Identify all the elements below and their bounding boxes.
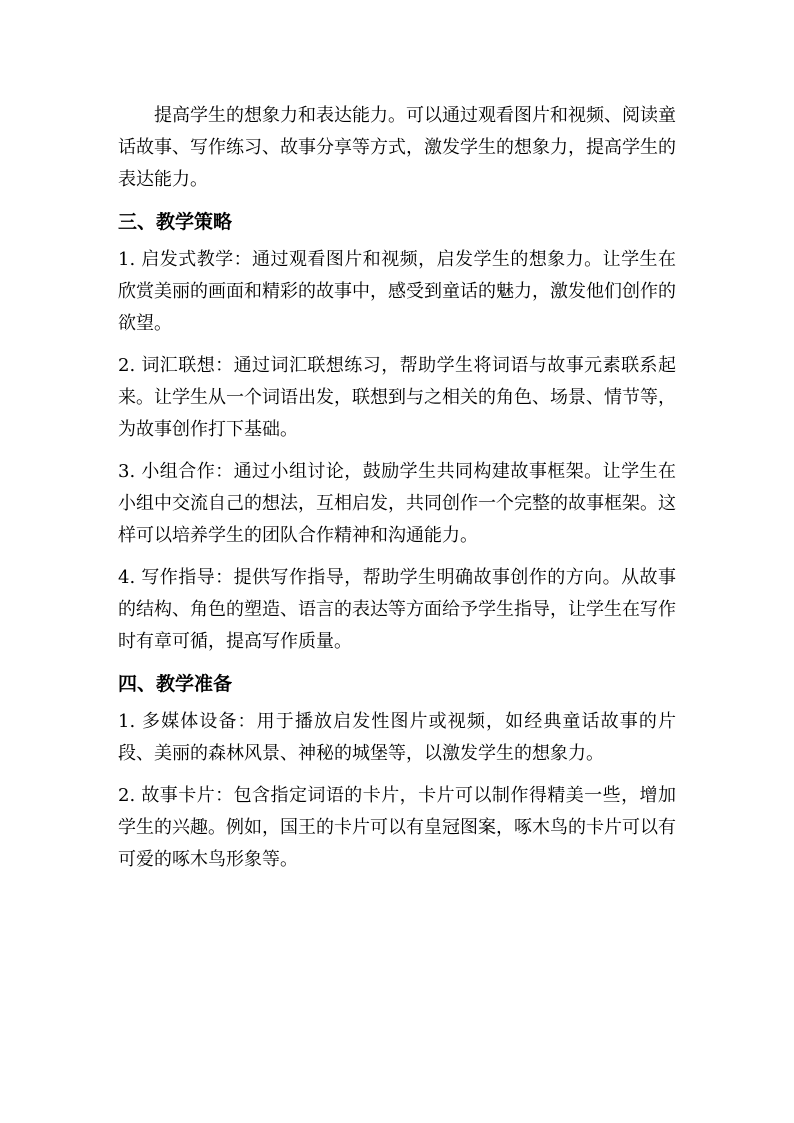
intro-paragraph: 提高学生的想象力和表达能力。可以通过观看图片和视频、阅读童话故事、写作练习、故事分享等方式，激发学生的想象力，提高学生的表达能力。 xyxy=(118,105,676,190)
strategy-item-3: 3. 小组合作：通过小组讨论，鼓励学生共同构建故事框架。让学生在小组中交流自己的想法，互相启发，共同创作一个完整的故事框架。这样可以培养学生的团队合作精神和沟通能力。 xyxy=(118,461,676,546)
section-heading-teaching-preparation: 四、教学准备 xyxy=(118,673,233,695)
section-heading-teaching-strategy: 三、教学策略 xyxy=(118,211,233,233)
preparation-item-2: 2. 故事卡片：包含指定词语的卡片，卡片可以制作得精美一些，增加学生的兴趣。例如，国王的卡片可以有皇冠图案，啄木鸟的卡片可以有可爱的啄木鸟形象等。 xyxy=(118,785,676,870)
strategy-item-4: 4. 写作指导：提供写作指导，帮助学生明确故事创作的方向。从故事的结构、角色的塑造、语言的表达等方面给予学生指导，让学生在写作时有章可循，提高写作质量。 xyxy=(118,567,676,652)
document-page xyxy=(118,100,676,886)
strategy-item-2: 2. 词汇联想：通过词汇联想练习，帮助学生将词语与故事元素联系起来。让学生从一个词语出发，联想到与之相关的角色、场景、情节等，为故事创作打下基础。 xyxy=(118,355,676,440)
preparation-item-1: 1. 多媒体设备：用于播放启发性图片或视频，如经典童话故事的片段、美丽的森林风景、神秘的城堡等，以激发学生的想象力。 xyxy=(118,711,676,764)
strategy-item-1: 1. 启发式教学：通过观看图片和视频，启发学生的想象力。让学生在欣赏美丽的画面和精彩的故事中，感受到童话的魅力，激发他们创作的欲望。 xyxy=(118,249,676,334)
